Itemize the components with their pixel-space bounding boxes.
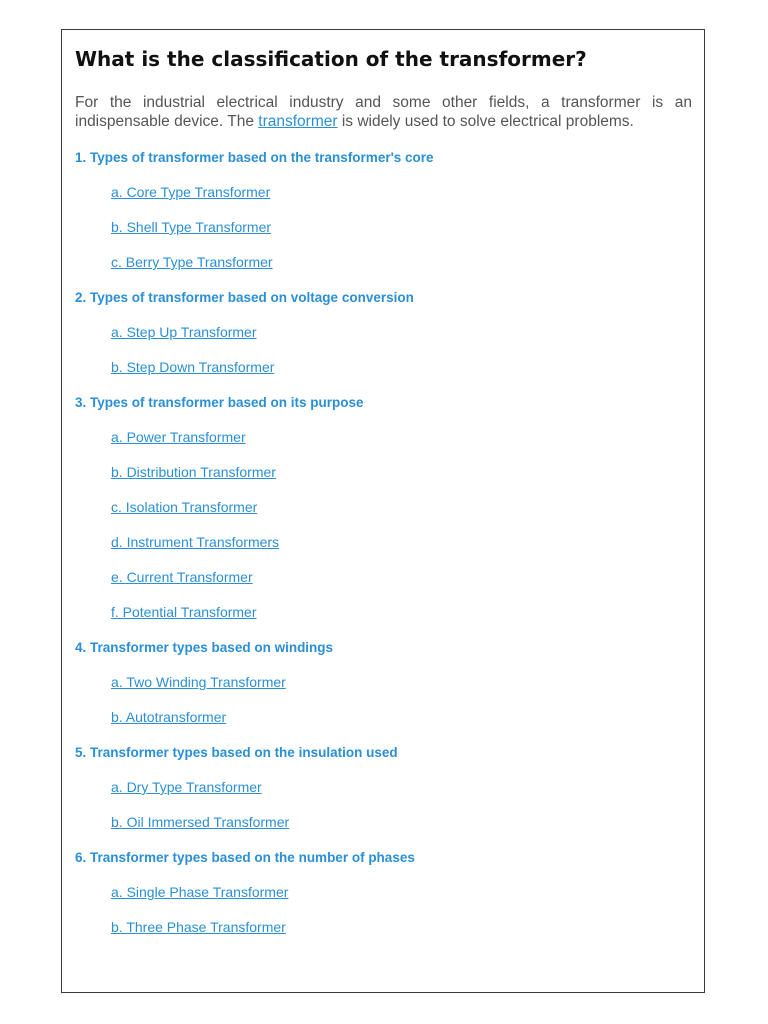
section-heading[interactable]: 3. Types of transformer based on its purpose bbox=[75, 395, 364, 410]
toc-item bbox=[75, 560, 692, 595]
toc-item bbox=[75, 175, 692, 210]
section-heading[interactable]: 1. Types of transformer based on the transformer's core bbox=[75, 150, 434, 165]
toc-link[interactable]: b. Step Down Transformer bbox=[111, 359, 275, 375]
toc-link[interactable]: b. Autotransformer bbox=[111, 709, 227, 725]
toc-link[interactable]: a. Dry Type Transformer bbox=[111, 779, 262, 795]
toc-item bbox=[75, 770, 692, 805]
table-of-contents bbox=[75, 140, 692, 945]
intro-paragraph bbox=[75, 93, 692, 131]
document-page bbox=[61, 29, 705, 993]
toc-item bbox=[75, 210, 692, 245]
section-heading[interactable]: 4. Transformer types based on windings bbox=[75, 640, 334, 655]
toc-link[interactable]: e. Current Transformer bbox=[111, 569, 253, 585]
toc-link[interactable]: b. Shell Type Transformer bbox=[111, 219, 272, 235]
transformer-link[interactable]: transformer bbox=[258, 113, 338, 130]
toc-link[interactable]: a. Single Phase Transformer bbox=[111, 884, 289, 900]
toc-link[interactable]: c. Berry Type Transformer bbox=[111, 254, 273, 270]
toc-link[interactable]: a. Core Type Transformer bbox=[111, 184, 271, 200]
section-heading[interactable]: 5. Transformer types based on the insulation used bbox=[75, 745, 398, 760]
toc-link[interactable]: a. Step Up Transformer bbox=[111, 324, 257, 340]
toc-item bbox=[75, 350, 692, 385]
intro-text-start: For the industrial electrical industry and some other fields, a transformer is an indispensable device. The bbox=[75, 94, 692, 130]
toc-link[interactable]: c. Isolation Transformer bbox=[111, 499, 258, 515]
toc-item bbox=[75, 245, 692, 280]
toc-item bbox=[75, 455, 692, 490]
toc-item bbox=[75, 315, 692, 350]
toc-link[interactable]: a. Power Transformer bbox=[111, 429, 246, 445]
page-title: What is the classification of the transformer? bbox=[75, 47, 587, 71]
toc-link[interactable]: a. Two Winding Transformer bbox=[111, 674, 286, 690]
toc-item bbox=[75, 700, 692, 735]
toc-item bbox=[75, 875, 692, 910]
toc-link[interactable]: b. Three Phase Transformer bbox=[111, 919, 286, 935]
toc-item bbox=[75, 490, 692, 525]
toc-link[interactable]: d. Instrument Transformers bbox=[111, 534, 280, 550]
toc-item bbox=[75, 525, 692, 560]
intro-text-end: is widely used to solve electrical problems. bbox=[337, 113, 634, 130]
toc-item bbox=[75, 595, 692, 630]
toc-item bbox=[75, 910, 692, 945]
toc-item bbox=[75, 665, 692, 700]
toc-link[interactable]: f. Potential Transformer bbox=[111, 604, 257, 620]
section-heading[interactable]: 6. Transformer types based on the number of phases bbox=[75, 850, 415, 865]
section-heading[interactable]: 2. Types of transformer based on voltage conversion bbox=[75, 290, 414, 305]
toc-link[interactable]: b. Oil Immersed Transformer bbox=[111, 814, 290, 830]
toc-link[interactable]: b. Distribution Transformer bbox=[111, 464, 276, 480]
toc-item bbox=[75, 805, 692, 840]
toc-item bbox=[75, 420, 692, 455]
